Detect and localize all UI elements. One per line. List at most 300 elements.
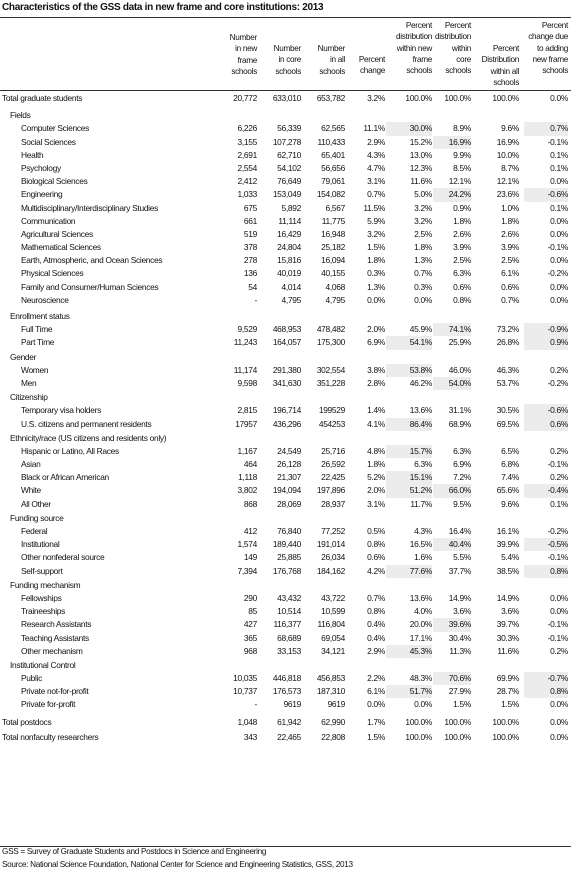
section-heading-row [0, 579, 571, 592]
cell-col-5: 17.1% [409, 632, 432, 643]
column-header-7 [467, 43, 519, 88]
column-header-line: schools [275, 66, 301, 76]
cell-col-5: 20.0% [409, 619, 432, 630]
cell-col-4: 3.2% [367, 228, 385, 239]
cell-col-3: 454253 [318, 418, 345, 429]
cell-col-2: 28,069 [277, 498, 301, 509]
cell-col-3: 56,656 [321, 162, 345, 173]
cell-col-7: 16.9% [496, 136, 519, 147]
cell-col-5: 13.6% [409, 592, 432, 603]
cell-col-2: 194,094 [272, 485, 301, 496]
cell-col-8: -0.1% [547, 619, 568, 630]
cell-col-4: 11.1% [363, 123, 385, 134]
cell-col-5: 15.1% [386, 471, 432, 484]
cell-col-5: 1.8% [414, 242, 432, 253]
cell-col-7: 0.7% [501, 294, 519, 305]
cell-col-3: 191,014 [316, 539, 345, 550]
cell-col-6: 100.0% [444, 93, 471, 103]
cell-col-7: 46.3% [496, 364, 519, 375]
cell-col-2: 468,953 [272, 324, 301, 335]
cell-col-5: 46.2% [409, 377, 432, 388]
cell-col-6: 12.1% [448, 176, 471, 187]
table-row [0, 228, 571, 241]
row-label: Private not-for-profit [21, 686, 89, 697]
cell-col-1: 2,554 [237, 162, 257, 173]
cell-col-8: -0.6% [524, 404, 568, 417]
cell-col-3: 62,990 [321, 716, 345, 727]
section-heading-row [0, 310, 571, 323]
section-heading-row [0, 659, 571, 672]
table-row [0, 716, 571, 729]
cell-col-4: 6.1% [367, 686, 385, 697]
cell-col-5: 3.2% [414, 202, 432, 213]
cell-col-7: 26.8% [496, 337, 519, 348]
cell-col-1: 2,815 [237, 405, 257, 416]
cell-col-6: 16.9% [433, 136, 471, 149]
column-header-line: schools [493, 77, 519, 87]
table-row [0, 267, 571, 280]
cell-col-2: 76,840 [277, 526, 301, 536]
cell-col-1: 7,394 [237, 565, 257, 576]
cell-col-1: 868 [243, 498, 257, 509]
cell-col-2: 24,804 [277, 242, 301, 253]
column-header-line: within [451, 43, 471, 53]
cell-col-2: 16,429 [277, 228, 301, 239]
cell-col-7: 23.6% [496, 189, 519, 200]
cell-col-6: 70.6% [433, 672, 471, 685]
table-row [0, 498, 571, 511]
cell-col-5: 1.3% [414, 255, 432, 266]
cell-col-4: 2.0% [367, 485, 385, 496]
cell-col-6: 54.0% [433, 377, 471, 390]
cell-col-3: 22,808 [321, 731, 345, 742]
cell-col-3: 40,155 [321, 268, 345, 279]
column-header-line: Distribution [481, 55, 519, 65]
cell-col-5: 11.6% [410, 176, 432, 187]
cell-col-3: 184,162 [316, 565, 345, 576]
table-row [0, 484, 571, 497]
cell-col-4: 4.7% [367, 162, 385, 173]
row-label: Federal [21, 526, 48, 536]
cell-col-1: 365 [243, 632, 257, 643]
cell-col-7: 30.5% [496, 405, 519, 416]
cell-col-8: -0.5% [524, 538, 568, 551]
column-header-line: within new [396, 43, 432, 53]
row-label: Physical Sciences [21, 268, 84, 279]
table-row [0, 445, 571, 458]
cell-col-1: 9,598 [237, 377, 257, 388]
column-header-line: Number [229, 33, 257, 42]
cell-col-6: 2.5% [453, 255, 471, 266]
section-heading-row [0, 351, 571, 364]
cell-col-5: 45.9% [409, 324, 432, 335]
column-header-line: distribution [435, 32, 471, 42]
table-row [0, 149, 571, 162]
row-label: Total graduate students [2, 93, 83, 103]
cell-col-7: 1.5% [501, 699, 519, 710]
cell-col-8: -0.2% [547, 526, 568, 536]
column-header-line: in new [235, 44, 257, 54]
cell-col-2: 153,049 [272, 189, 301, 200]
cell-col-8: 0.6% [524, 418, 568, 431]
cell-col-8: -0.1% [547, 242, 568, 253]
cell-col-7: 69.5% [496, 418, 519, 429]
cell-col-5: 0.3% [414, 281, 432, 292]
cell-col-1: 9,529 [237, 324, 257, 335]
cell-col-7: 7.4% [501, 472, 519, 483]
cell-col-6: 14.9% [448, 592, 471, 603]
cell-col-5: 51.7% [386, 685, 432, 698]
column-header-line: Percent [492, 44, 519, 53]
cell-col-8: -0.7% [524, 672, 568, 685]
cell-col-4: 5.9% [367, 215, 385, 226]
row-label: Health [21, 149, 44, 160]
column-header-line: core [456, 54, 471, 64]
cell-col-1: 464 [243, 459, 257, 470]
cell-col-2: 446,818 [272, 673, 301, 684]
cell-col-3: 653,782 [316, 93, 345, 103]
column-header-line: in all [329, 55, 345, 65]
cell-col-7: 8.7% [501, 162, 519, 173]
cell-col-6: 24.2% [433, 188, 471, 201]
cell-col-5: 15.7% [386, 445, 432, 458]
table-row [0, 215, 571, 228]
column-header-line: change due [528, 32, 568, 42]
cell-col-5: 100.0% [405, 716, 432, 727]
cell-col-8: -0.6% [524, 188, 568, 201]
cell-col-7: 3.6% [501, 606, 519, 617]
cell-col-6: 31.1% [448, 405, 471, 416]
cell-col-3: 69,054 [321, 632, 345, 643]
cell-col-2: 61,942 [277, 716, 301, 727]
cell-col-5: 0.0% [414, 294, 432, 305]
cell-col-2: 9619 [283, 699, 301, 710]
cell-col-7: 65.6% [496, 485, 519, 496]
cell-col-2: 633,010 [272, 93, 301, 103]
cell-col-6: 46.0% [448, 364, 471, 375]
cell-col-6: 25.9% [448, 337, 471, 348]
cell-col-3: 4,795 [325, 294, 345, 305]
table-row [0, 323, 571, 336]
cell-col-4: 2.9% [367, 645, 385, 656]
table-row [0, 175, 571, 188]
column-header-line: distribution [396, 32, 432, 42]
table-row [0, 202, 571, 215]
column-header-8 [518, 20, 568, 76]
table-row [0, 458, 571, 471]
cell-col-3: 4,068 [325, 281, 345, 292]
column-header-6 [427, 20, 471, 76]
cell-col-2: 164,057 [272, 337, 301, 348]
cell-col-4: 0.7% [367, 189, 385, 200]
table-row [0, 241, 571, 254]
row-label: Asian [21, 459, 41, 470]
cell-col-6: 16.4% [448, 526, 471, 536]
cell-col-4: 3.1% [367, 176, 385, 187]
cell-col-5: 2.5% [414, 228, 432, 239]
cell-col-8: 0.0% [550, 731, 568, 742]
row-label: Total nonfaculty researchers [2, 731, 99, 742]
column-header-line: frame [412, 54, 432, 64]
cell-col-8: 0.8% [524, 565, 568, 578]
cell-col-1: 412 [243, 526, 257, 536]
row-label: Women [21, 364, 49, 375]
row-label: Communication [21, 215, 76, 226]
table-row [0, 632, 571, 645]
cell-col-8: 0.0% [550, 93, 568, 103]
cell-col-7: 73.2% [496, 324, 519, 335]
cell-col-1: 17957 [235, 418, 257, 429]
cell-col-1: 343 [243, 731, 257, 742]
row-label: Engineering [21, 189, 63, 200]
column-header-line: Percent [541, 21, 568, 30]
row-label: Total postdocs [2, 716, 52, 727]
cell-col-4: 1.5% [367, 242, 385, 253]
column-header-line: Number [273, 44, 301, 53]
cell-col-6: 100.0% [444, 731, 471, 742]
cell-col-3: 10,599 [321, 606, 345, 617]
column-header-line: Percent [444, 21, 471, 30]
table-row [0, 254, 571, 267]
cell-col-7: 10.0% [496, 149, 519, 160]
cell-col-7: 38.5% [496, 565, 519, 576]
cell-col-1: 20,772 [233, 93, 257, 103]
cell-col-1: 54 [248, 281, 257, 292]
cell-col-5: 12.3% [409, 162, 432, 173]
row-label: Full Time [21, 324, 53, 335]
row-label: Research Assistants [21, 619, 92, 630]
footnote-source: Source: National Science Foundation, National Center for Science and Engineering Statistics, GSS, 2013 [2, 860, 353, 869]
cell-col-8: -0.9% [524, 323, 568, 336]
row-label: U.S. citizens and permanent residents [21, 418, 152, 429]
cell-col-1: 2,691 [237, 149, 257, 160]
cell-col-2: 189,440 [272, 539, 301, 550]
cell-col-5: 1.6% [414, 552, 432, 563]
cell-col-5: 15.2% [409, 136, 432, 147]
cell-col-4: 3.2% [367, 93, 385, 103]
cell-col-7: 6.8% [501, 459, 519, 470]
row-label: Family and Consumer/Human Sciences [21, 281, 159, 292]
cell-col-4: 0.8% [367, 606, 385, 617]
section-heading-row [0, 512, 571, 525]
footnote-gss: GSS = Survey of Graduate Students and Postdocs in Science and Engineering [2, 847, 267, 856]
cell-col-2: 291,380 [272, 364, 301, 375]
section-heading-row [0, 109, 571, 122]
cell-col-8: 0.0% [550, 228, 568, 239]
cell-col-8: 0.0% [550, 281, 568, 292]
cell-col-1: - [254, 294, 257, 305]
cell-col-6: 0.9% [453, 202, 471, 213]
column-header-line: Percent [358, 55, 385, 64]
cell-col-4: 0.3% [367, 268, 385, 279]
section-label: Funding source [10, 512, 64, 523]
cell-col-7: 6.1% [501, 268, 519, 279]
cell-col-6: 74.1% [433, 323, 471, 336]
column-header-line: schools [319, 66, 345, 76]
cell-col-4: 4.3% [367, 149, 385, 160]
cell-col-3: 9619 [327, 699, 345, 710]
cell-col-1: - [254, 699, 257, 710]
cell-col-1: 968 [243, 645, 257, 656]
cell-col-4: 0.7% [367, 592, 385, 603]
cell-col-1: 11,174 [233, 364, 257, 375]
table-row [0, 592, 571, 605]
cell-col-7: 39.7% [496, 619, 519, 630]
cell-col-2: 4,014 [281, 281, 301, 292]
cell-col-5: 100.0% [405, 93, 432, 103]
cell-col-1: 427 [243, 619, 257, 630]
row-label: Self-support [21, 565, 63, 576]
cell-col-7: 2.5% [501, 255, 519, 266]
row-label: Private for-profit [21, 699, 76, 710]
cell-col-2: 21,307 [277, 472, 301, 483]
cell-col-7: 16.1% [496, 526, 519, 536]
cell-col-4: 0.5% [367, 526, 385, 536]
cell-col-5: 77.6% [386, 565, 432, 578]
column-header-1 [211, 32, 257, 77]
row-label: White [21, 485, 41, 496]
cell-col-4: 0.4% [367, 619, 385, 630]
cell-col-7: 69.9% [496, 673, 519, 684]
cell-col-2: 176,573 [272, 686, 301, 697]
cell-col-5: 86.4% [386, 418, 432, 431]
cell-col-6: 27.9% [448, 686, 471, 697]
cell-col-8: 0.0% [550, 255, 568, 266]
column-header-line: to adding [537, 43, 568, 53]
cell-col-3: 302,554 [316, 364, 345, 375]
table-row [0, 551, 571, 564]
cell-col-1: 3,155 [237, 136, 257, 147]
cell-col-6: 3.6% [453, 606, 471, 617]
cell-col-4: 1.8% [367, 255, 385, 266]
table-row [0, 404, 571, 417]
cell-col-6: 0.6% [453, 281, 471, 292]
cell-col-2: 56,339 [277, 123, 301, 134]
cell-col-8: 0.1% [550, 162, 568, 173]
cell-col-7: 100.0% [492, 716, 519, 727]
cell-col-1: 149 [243, 552, 257, 563]
cell-col-8: -0.1% [547, 552, 568, 563]
cell-col-1: 1,048 [237, 716, 257, 727]
cell-col-6: 9.5% [453, 498, 471, 509]
section-label: Funding mechanism [10, 579, 81, 590]
cell-col-2: 43,432 [277, 592, 301, 603]
section-label: Ethnicity/race (US citizens and residents only) [10, 432, 167, 443]
cell-col-3: 77,252 [321, 526, 345, 536]
cell-col-7: 9.6% [501, 498, 519, 509]
cell-col-8: -0.2% [547, 377, 568, 388]
cell-col-2: 68,689 [277, 632, 301, 643]
row-label: Agricultural Sciences [21, 228, 93, 239]
cell-col-2: 107,278 [272, 136, 301, 147]
cell-col-5: 54.1% [386, 336, 432, 349]
cell-col-6: 37.7% [448, 565, 471, 576]
column-header-4 [341, 54, 385, 77]
cell-col-7: 9.6% [501, 123, 519, 134]
column-header-line: schools [542, 66, 568, 76]
cell-col-5: 45.3% [386, 645, 432, 658]
cell-col-5: 13.6% [409, 405, 432, 416]
cell-col-2: 33,153 [277, 645, 301, 656]
column-header-line: Number [317, 44, 345, 53]
cell-col-5: 5.0% [414, 189, 432, 200]
cell-col-7: 100.0% [492, 93, 519, 103]
cell-col-3: 197,896 [316, 485, 345, 496]
cell-col-8: 0.1% [550, 498, 568, 509]
cell-col-4: 3.8% [367, 364, 385, 375]
cell-col-8: 0.2% [550, 645, 568, 656]
cell-col-4: 1.3% [367, 281, 385, 292]
cell-col-4: 1.7% [367, 716, 385, 727]
row-label: Psychology [21, 162, 61, 173]
row-label: Earth, Atmospheric, and Ocean Sciences [21, 255, 163, 266]
cell-col-1: 6,226 [237, 123, 257, 134]
cell-col-4: 4.8% [367, 445, 385, 456]
section-label: Fields [10, 110, 31, 121]
table-row [0, 281, 571, 294]
cell-col-8: 0.2% [550, 472, 568, 483]
cell-col-7: 14.9% [496, 592, 519, 603]
cell-col-4: 2.2% [367, 673, 385, 684]
table-row [0, 672, 571, 685]
cell-col-8: -0.1% [547, 632, 568, 643]
table-row [0, 565, 571, 578]
cell-col-1: 10,737 [233, 686, 257, 697]
cell-col-1: 1,167 [237, 445, 257, 456]
cell-col-7: 1.0% [501, 202, 519, 213]
cell-col-5: 16.5% [409, 539, 432, 550]
cell-col-2: 116,377 [273, 619, 301, 630]
row-label: Multidisciplinary/Interdisciplinary Studies [21, 202, 158, 213]
cell-col-4: 2.8% [367, 377, 385, 388]
cell-col-6: 2.6% [453, 228, 471, 239]
cell-col-7: 5.4% [501, 552, 519, 563]
table-row [0, 525, 571, 538]
cell-col-2: 40,019 [277, 268, 301, 279]
cell-col-3: 65,401 [321, 149, 345, 160]
cell-col-1: 136 [243, 268, 257, 279]
row-label: Computer Sciences [21, 123, 89, 134]
row-label: Hispanic or Latino, All Races [21, 445, 119, 456]
cell-col-4: 1.5% [367, 731, 385, 742]
cell-col-5: 0.7% [414, 268, 432, 279]
cell-col-2: 10,514 [277, 606, 301, 617]
cell-col-4: 0.0% [367, 699, 385, 710]
cell-col-1: 1,033 [237, 189, 257, 200]
cell-col-6: 68.9% [448, 418, 471, 429]
table-row [0, 618, 571, 631]
cell-col-3: 25,182 [321, 242, 345, 253]
row-label: Social Sciences [21, 136, 76, 147]
column-header-line: frame [237, 55, 257, 65]
row-label: Part Time [21, 337, 55, 348]
cell-col-7: 6.5% [501, 445, 519, 456]
cell-col-1: 1,574 [237, 539, 257, 550]
cell-col-5: 3.2% [414, 215, 432, 226]
cell-col-6: 6.3% [453, 445, 471, 456]
section-label: Enrollment status [10, 311, 70, 321]
cell-col-5: 48.3% [409, 673, 432, 684]
cell-col-7: 53.7% [496, 377, 519, 388]
cell-col-3: 26,592 [321, 459, 345, 470]
cell-col-1: 10,035 [233, 673, 257, 684]
cell-col-4: 0.0% [367, 294, 385, 305]
table-body [0, 92, 571, 744]
cell-col-3: 199529 [318, 405, 345, 416]
cell-col-4: 1.4% [367, 405, 385, 416]
section-heading-row [0, 432, 571, 445]
header-bottom-rule [0, 90, 571, 91]
